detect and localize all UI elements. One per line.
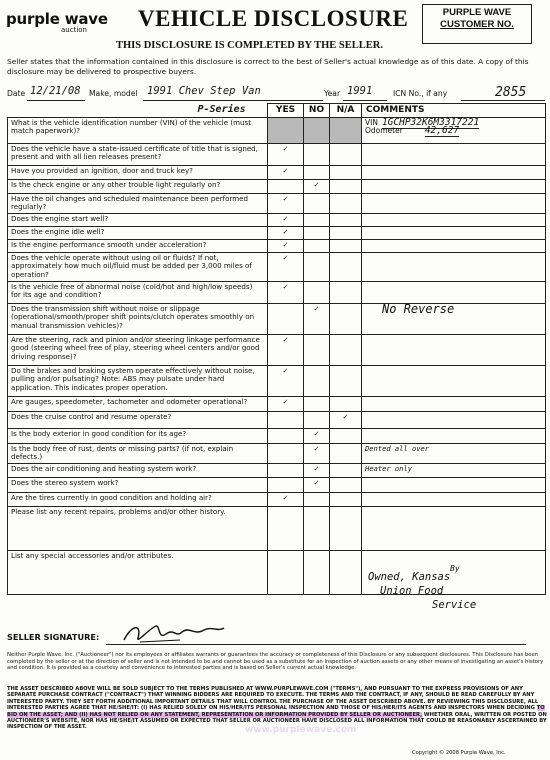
watermark-url: www.purplewave.com [245, 725, 357, 735]
table-row [8, 463, 546, 477]
na-check-cell[interactable] [330, 396, 362, 411]
comment-cell[interactable] [362, 281, 546, 303]
yes-check-cell[interactable]: ✓ [268, 396, 304, 411]
no-check-cell[interactable] [304, 334, 330, 365]
question-text: Is the body exterior in good condition for its age? [8, 428, 268, 443]
no-check-cell[interactable] [304, 239, 330, 252]
comment-cell[interactable] [362, 117, 546, 143]
date-value: 12/21/08 [30, 85, 81, 97]
na-check-cell[interactable] [330, 463, 362, 477]
page-subtitle: THIS DISCLOSURE IS COMPLETED BY THE SELLER. [116, 40, 383, 51]
yes-check-cell[interactable] [268, 477, 304, 492]
ownership-by: By [450, 564, 460, 573]
no-check-cell[interactable]: ✓ [304, 443, 330, 463]
make-value: 1991 Chev Step Van [147, 85, 261, 97]
terms-part-3: WHETHER ORAL, WRITTEN OR POSTED ON AUCTIONEER'S WEBSITE, NOR HAS HE/SHE/IT ASSUMED OR EXPECTED THAT SELLER OR AUCTIONEER HAVE DISCLOSED ALL INFORMATION THAT COULD BE REASONABLY ASCERTAINED BY INSPECTION OF THE ASSET. [7, 711, 547, 731]
comment-cell[interactable] [362, 396, 546, 411]
no-check-cell[interactable] [304, 252, 330, 281]
no-check-cell[interactable] [304, 506, 330, 550]
comment-cell[interactable]: No Reverse [362, 303, 546, 334]
na-check-cell[interactable]: ✓ [330, 411, 362, 428]
table-row [8, 117, 546, 143]
no-check-cell[interactable] [304, 193, 330, 213]
no-check-cell[interactable] [304, 411, 330, 428]
yes-check-cell[interactable] [268, 550, 304, 594]
yes-check-cell[interactable]: ✓ [268, 281, 304, 303]
ownership-line-2: Union Food [380, 585, 444, 597]
no-check-cell[interactable]: ✓ [304, 477, 330, 492]
table-row [8, 213, 546, 226]
na-check-cell[interactable] [330, 334, 362, 365]
no-check-cell[interactable] [304, 550, 330, 594]
yes-check-cell[interactable] [268, 411, 304, 428]
na-check-cell[interactable] [330, 492, 362, 506]
icn-value: 2855 [495, 85, 527, 100]
comment-cell[interactable] [362, 477, 546, 492]
table-row [8, 365, 546, 396]
table-row [8, 396, 546, 411]
stamp-line-1: PURPLE WAVE [442, 7, 512, 18]
intro-statement: Seller states that the information contained in this disclosure is correct to the best of Seller's actual knowledge as of this date. A copy of this disclosure may be delivered to prospective buyers. [7, 57, 529, 76]
yes-check-cell[interactable] [268, 463, 304, 477]
comment-cell[interactable] [362, 193, 546, 213]
question-text: What is the vehicle identification number (VIN) of the vehicle (must match paperwork)? [8, 117, 268, 143]
na-check-cell[interactable] [330, 143, 362, 165]
question-text: Have the oil changes and scheduled maintenance been performed regularly? [8, 193, 268, 213]
table-row [8, 179, 546, 193]
comment-cell[interactable] [362, 492, 546, 506]
terms-part-2: TO BID ON THE ASSET; AND (II) HAS NOT RELIED ON ANY STATEMENT, REPRESENTATION OR INFORMATION PROVIDED BY SELLER OR AUCTIONEER, [7, 705, 545, 718]
question-text: Does the cruise control and resume operate? [8, 411, 268, 428]
icn-label: ICN No., if any [393, 89, 448, 98]
no-check-cell[interactable] [304, 365, 330, 396]
yes-check-cell[interactable] [268, 506, 304, 550]
question-text: Does the stereo system work? [8, 477, 268, 492]
table-row [8, 226, 546, 239]
seller-signature-label: SELLER SIGNATURE: [7, 632, 100, 642]
na-check-cell[interactable] [330, 179, 362, 193]
no-header: NO [304, 104, 330, 118]
table-row [8, 334, 546, 365]
make-label: Make, model [89, 89, 138, 98]
date-label: Date [7, 89, 26, 98]
table-row [8, 143, 546, 165]
comment-cell[interactable] [362, 334, 546, 365]
table-row [8, 506, 546, 550]
no-check-cell[interactable]: ✓ [304, 179, 330, 193]
copyright-notice: Copyright © 2008 Purple Wave, Inc. [412, 750, 506, 756]
comment-cell[interactable] [362, 506, 546, 550]
customer-number-stamp [422, 4, 532, 44]
na-check-cell[interactable] [330, 550, 362, 594]
vin-value: 1GCHP32K6M3317221 [381, 117, 480, 128]
yes-check-cell[interactable]: ✓ [268, 239, 304, 252]
no-check-cell[interactable] [304, 213, 330, 226]
yes-check-cell[interactable]: ✓ [268, 334, 304, 365]
comment-cell[interactable] [362, 213, 546, 226]
no-check-cell[interactable] [304, 143, 330, 165]
seller-signature-icon [120, 620, 230, 646]
no-check-cell[interactable] [304, 226, 330, 239]
comment-cell[interactable] [362, 365, 546, 396]
yes-header: YES [268, 104, 304, 118]
terms-part-1: THE ASSET DESCRIBED ABOVE WILL BE SOLD SUBJECT TO THE TERMS PUBLISHED AT WWW.PURPLEWAVE.COM ("TERMS"), AND PURSUANT TO THE EXPRESS PROVISIONS OF ANY SEPARATE PURCHASE CONTRACT ("CONTRACT") THAT WINNING BIDDERS ARE REQUIRED TO EXECUTE. THE TERMS AND THE CONTRACT, IF ANY, SHOULD BE READ CAREFULLY BY ANY INTERESTED PARTY. THEY SET FORTH ADDITIONAL IMPORTANT DETAILS THAT WILL CONTROL THE PURCHASE OF THE ASSET DESCRIBED ABOVE. BY REVIEWING THIS DISCLOSURE, ALL INTERESTED PARTIES AGREE THAT HE/SHE/IT: (I) HAS RELIED SOLELY ON HIS/HER/ITS PERSONAL INSPECTION AND THOSE OF HIS/HER/ITS AGENTS AND INSPECTORS WHEN DECIDING [7, 686, 539, 712]
no-check-cell[interactable] [304, 165, 330, 179]
stamp-line-2: CUSTOMER NO. [440, 19, 514, 30]
page-title: VEHICLE DISCLOSURE [138, 6, 409, 31]
no-check-cell[interactable]: ✓ [304, 303, 330, 334]
yes-check-cell[interactable]: ✓ [268, 193, 304, 213]
yes-check-cell[interactable]: ✓ [268, 213, 304, 226]
na-check-cell[interactable] [330, 281, 362, 303]
table-row [8, 252, 546, 281]
year-underline [343, 100, 387, 101]
signature-rule [106, 644, 526, 645]
table-header-row [8, 104, 546, 118]
na-check-cell[interactable] [330, 428, 362, 443]
question-text: Have you provided an ignition, door and truck key? [8, 165, 268, 179]
comment-cell[interactable] [362, 179, 546, 193]
no-check-cell[interactable] [304, 281, 330, 303]
comment-cell[interactable]: Heater only [362, 463, 546, 477]
table-row [8, 303, 546, 334]
table-row [8, 239, 546, 252]
no-check-cell[interactable]: ✓ [304, 428, 330, 443]
na-check-cell[interactable] [330, 226, 362, 239]
na-check-cell[interactable] [330, 365, 362, 396]
na-check-cell[interactable] [330, 443, 362, 463]
comment-cell[interactable]: Dented all over [362, 443, 546, 463]
odometer-row [365, 127, 542, 136]
logo-brand: purple wave [6, 10, 108, 28]
comment-cell[interactable] [362, 239, 546, 252]
yes-check-cell[interactable] [268, 443, 304, 463]
na-check-cell[interactable] [330, 213, 362, 226]
question-text: List any special accessories and/or attributes. [8, 550, 268, 594]
question-text: Does the air conditioning and heating system work? [8, 463, 268, 477]
table-row [8, 443, 546, 463]
no-check-cell[interactable]: ✓ [304, 463, 330, 477]
question-text: Does the engine start well? [8, 213, 268, 226]
question-text: Does the transmission shift without noise or slippage (operational/smooth/proper shift points/clutch operates smoothly on manual transmission vehicles)? [8, 303, 268, 334]
ownership-line-1: Owned, Kansas [368, 571, 451, 583]
odometer-value: 42,627 [424, 125, 460, 137]
date-underline [27, 100, 85, 101]
question-text: Is the vehicle free of abnormal noise (cold/hot and high/low speeds) for its age and condition? [8, 281, 268, 303]
yes-check-cell[interactable] [268, 428, 304, 443]
purple-wave-logo [6, 10, 126, 44]
disclosure-table [7, 103, 546, 595]
yes-check-cell[interactable]: ✓ [268, 252, 304, 281]
ownership-note [368, 564, 477, 612]
table-row [8, 428, 546, 443]
na-check-cell[interactable] [330, 239, 362, 252]
make-underline [143, 100, 323, 101]
yes-check-cell[interactable] [268, 179, 304, 193]
na-check-cell[interactable] [330, 506, 362, 550]
yes-check-cell[interactable]: ✓ [268, 143, 304, 165]
comment-cell[interactable] [362, 165, 546, 179]
question-text: Are the steering, rack and pinion and/or steering linkage performance good (steering wheel free of play, steering wheel centers and/or good driving response)? [8, 334, 268, 365]
yes-check-cell[interactable]: ✓ [268, 492, 304, 506]
na-check-cell[interactable] [330, 165, 362, 179]
comment-cell[interactable] [362, 428, 546, 443]
yes-check-cell[interactable]: ✓ [268, 226, 304, 239]
question-text: Is the body free of rust, dents or missing parts? (if not, explain defects.) [8, 443, 268, 463]
na-check-cell[interactable] [330, 117, 362, 143]
year-label: Year [324, 89, 341, 98]
question-text: Is the engine performance smooth under acceleration? [8, 239, 268, 252]
table-row [8, 477, 546, 492]
table-row [8, 193, 546, 213]
question-text: Do the brakes and braking system operate effectively without noise, pulling and/or pulsating? Note: ABS may pulsate under hard application. This indicates proper operation. [8, 365, 268, 396]
comment-cell[interactable] [362, 252, 546, 281]
comment-cell[interactable] [362, 411, 546, 428]
disclaimer-text: Neither Purple Wave, Inc. ("Auctioneer") nor its employees or affiliates warrants or guarantees the accuracy or completeness of this Disclosure or any subsequent disclosures. This Disclosure has been completed by the seller or at the direction of seller and is not intended to be and cannot be used as a substitute for an inspection of auction assets or any other means of investigating an asset's history and condition. It is provided as a courtesy and convenience to interested parties and is based on Seller's current actual knowledge. [7, 652, 544, 672]
series-label: P-Series [197, 103, 246, 115]
question-text: Does the engine idle well? [8, 226, 268, 239]
na-check-cell[interactable] [330, 303, 362, 334]
ownership-line-3: Service [432, 599, 477, 611]
comment-cell[interactable] [362, 143, 546, 165]
table-row [8, 281, 546, 303]
odometer-label: Odometer [365, 126, 403, 136]
year-value: 1991 [347, 85, 373, 97]
comment-cell[interactable] [362, 226, 546, 239]
na-check-cell[interactable] [330, 252, 362, 281]
yes-check-cell[interactable] [268, 117, 304, 143]
question-text: Are the tires currently in good condition and holding air? [8, 492, 268, 506]
yes-check-cell[interactable] [268, 303, 304, 334]
table-row [8, 165, 546, 179]
no-check-cell[interactable] [304, 117, 330, 143]
icn-underline [461, 100, 545, 101]
logo-sub: auction [61, 26, 87, 34]
comments-header: COMMENTS [362, 104, 546, 118]
vehicle-info-line [7, 86, 547, 102]
question-text: Is the check engine or any other trouble light regularly on? [8, 179, 268, 193]
question-text: Does the vehicle have a state-issued certificate of title that is signed, present and with all lien releases present? [8, 143, 268, 165]
na-header: N/A [330, 104, 362, 118]
no-check-cell[interactable] [304, 396, 330, 411]
na-check-cell[interactable] [330, 477, 362, 492]
yes-check-cell[interactable]: ✓ [268, 165, 304, 179]
question-text: Please list any recent repairs, problems and/or other history. [8, 506, 268, 550]
question-text: Does the vehicle operate without using oil or fluids? If not, approximately how much oil/fluid must be added per 3,000 miles of operation? [8, 252, 268, 281]
yes-check-cell[interactable]: ✓ [268, 365, 304, 396]
vin-label: VIN [365, 117, 378, 127]
table-row [8, 411, 546, 428]
na-check-cell[interactable] [330, 193, 362, 213]
table-row [8, 492, 546, 506]
no-check-cell[interactable] [304, 492, 330, 506]
question-text: Are gauges, speedometer, tachometer and odometer operational? [8, 396, 268, 411]
